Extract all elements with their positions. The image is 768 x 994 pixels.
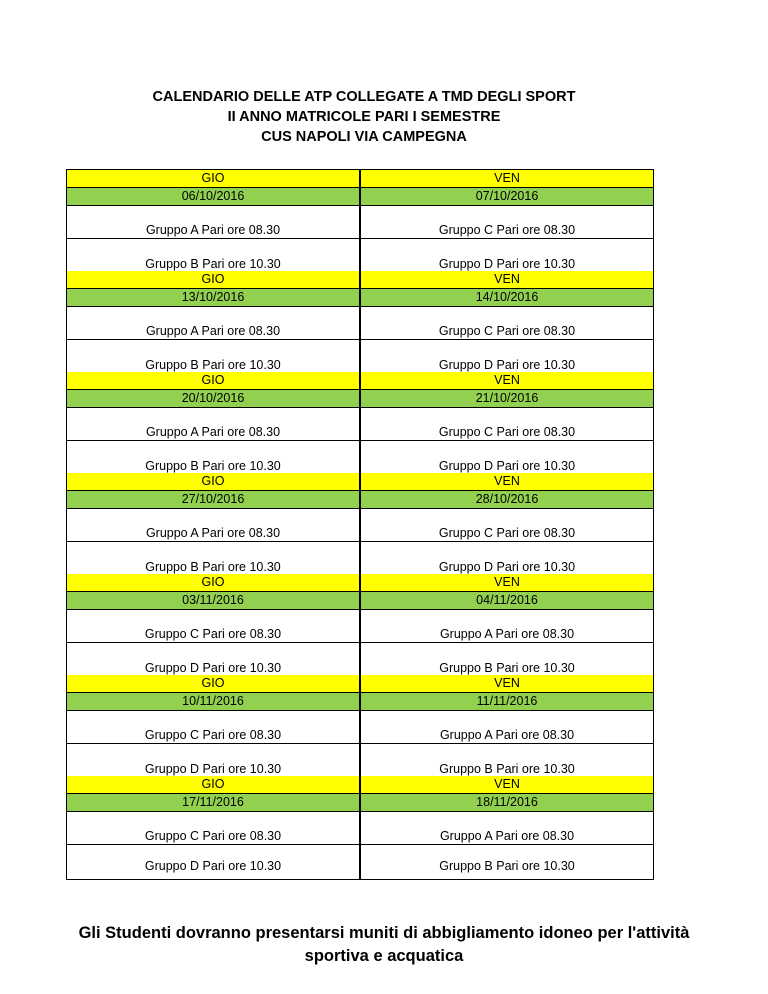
day-label: VEN [361,170,653,188]
day-label: GIO [67,372,359,390]
date-label: 27/10/2016 [67,491,359,509]
week-block [67,170,359,271]
title-line-2: II ANNO MATRICOLE PARI I SEMESTRE [227,109,501,125]
slot-second: Gruppo D Pari ore 10.30 [144,762,282,776]
slot-first: Gruppo C Pari ore 08.30 [361,408,653,441]
date-label: 10/11/2016 [67,693,359,711]
day-label: GIO [67,776,359,794]
date-label: 11/11/2016 [361,693,653,711]
slot-second: Gruppo D Pari ore 10.30 [144,661,282,675]
date-label: 06/10/2016 [67,188,359,206]
date-label: 21/10/2016 [361,390,653,408]
friday-column [360,169,654,880]
date-label: 03/11/2016 [67,592,359,610]
week-block [361,675,653,776]
day-label: VEN [361,372,653,390]
day-label: VEN [361,675,653,693]
week-block [361,271,653,372]
document-title [0,87,728,147]
week-block [361,372,653,473]
date-label: 14/10/2016 [361,289,653,307]
slot-first: Gruppo C Pari ore 08.30 [67,711,359,744]
slot-first: Gruppo C Pari ore 08.30 [67,812,359,845]
slot-first: Gruppo A Pari ore 08.30 [361,711,653,744]
slot-first: Gruppo A Pari ore 08.30 [361,812,653,845]
date-label: 20/10/2016 [67,390,359,408]
slot-second: Gruppo B Pari ore 10.30 [439,661,575,675]
day-label: GIO [67,271,359,289]
week-block [361,574,653,675]
slot-first: Gruppo A Pari ore 08.30 [361,610,653,643]
thursday-column [66,169,360,880]
slot-second: Gruppo B Pari ore 10.30 [145,257,281,271]
day-label: GIO [67,473,359,491]
week-block [67,473,359,574]
slot-first: Gruppo C Pari ore 08.30 [67,610,359,643]
week-block [67,776,359,879]
week-block [361,170,653,271]
day-label: VEN [361,271,653,289]
slot-first: Gruppo A Pari ore 08.30 [67,307,359,340]
day-label: GIO [67,675,359,693]
week-block [67,675,359,776]
date-label: 07/10/2016 [361,188,653,206]
week-block [67,372,359,473]
date-label: 17/11/2016 [67,794,359,812]
slot-first: Gruppo C Pari ore 08.30 [361,307,653,340]
slot-first: Gruppo C Pari ore 08.30 [361,509,653,542]
slot-first: Gruppo A Pari ore 08.30 [67,509,359,542]
date-label: 13/10/2016 [67,289,359,307]
footer-note-line-2: sportiva e acquatica [304,947,464,965]
week-block [361,776,653,879]
day-label: GIO [67,170,359,188]
day-label: VEN [361,776,653,794]
slot-second: Gruppo B Pari ore 10.30 [439,762,575,776]
slot-first: Gruppo A Pari ore 08.30 [67,408,359,441]
slot-second: Gruppo B Pari ore 10.30 [145,358,281,372]
slot-second: Gruppo D Pari ore 10.30 [144,859,282,873]
slot-second: Gruppo B Pari ore 10.30 [439,859,575,873]
slot-second: Gruppo B Pari ore 10.30 [145,459,281,473]
slot-second: Gruppo D Pari ore 10.30 [438,459,576,473]
footer-note [60,922,708,968]
title-line-1: CALENDARIO DELLE ATP COLLEGATE A TMD DEGLI SPORT [152,89,576,105]
slot-first: Gruppo C Pari ore 08.30 [361,206,653,239]
title-line-3: CUS NAPOLI VIA CAMPEGNA [261,129,467,145]
date-label: 04/11/2016 [361,592,653,610]
day-label: GIO [67,574,359,592]
week-block [361,473,653,574]
week-block [67,271,359,372]
date-label: 18/11/2016 [361,794,653,812]
date-label: 28/10/2016 [361,491,653,509]
slot-second: Gruppo D Pari ore 10.30 [438,560,576,574]
slot-second: Gruppo B Pari ore 10.30 [145,560,281,574]
slot-second: Gruppo D Pari ore 10.30 [438,358,576,372]
footer-note-line-1: Gli Studenti dovranno presentarsi muniti di abbigliamento idoneo per l'attività [78,924,690,942]
day-label: VEN [361,473,653,491]
slot-first: Gruppo A Pari ore 08.30 [67,206,359,239]
day-label: VEN [361,574,653,592]
slot-second: Gruppo D Pari ore 10.30 [438,257,576,271]
week-block [67,574,359,675]
